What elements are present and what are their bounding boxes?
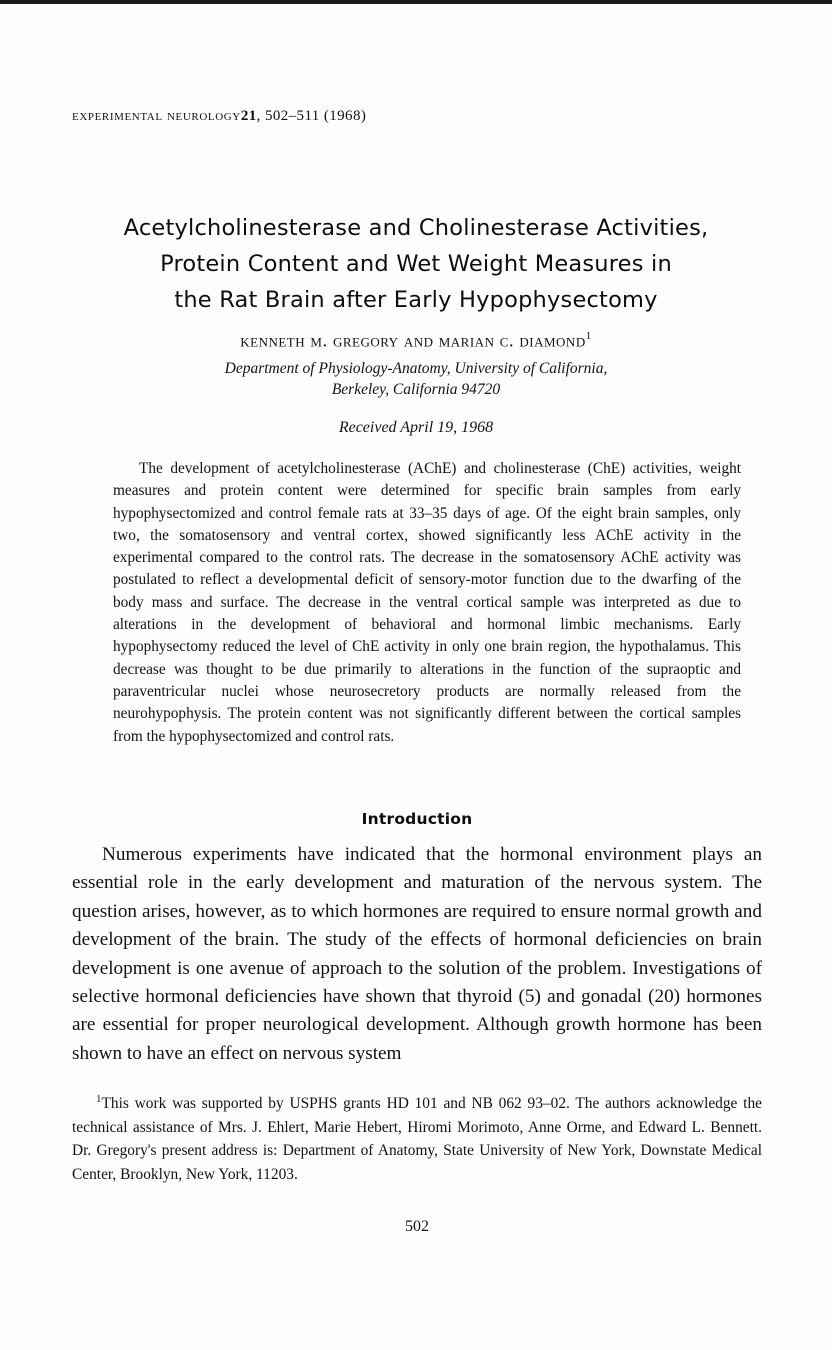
affiliation-line-1: Department of Physiology-Anatomy, University of California, bbox=[224, 360, 608, 377]
affiliation-line-2: Berkeley, California 94720 bbox=[331, 381, 501, 398]
author-footnote-marker: 1 bbox=[585, 330, 592, 342]
page-number: 502 bbox=[405, 1218, 429, 1235]
abstract-text: The development of acetylcholinesterase (AChE) and cholinesterase (ChE) activities, weight measures and protein content were determined for specific brain samples from early hypophysectomized and control female rats at 33–35 days of age. Of the eight brain samples, only two, the somatosensory and ventral cortex, showed significantly less AChE activity in the experimental compared to the control rats. The decrease in the somatosensory AChE activity was postulated to reflect a developmental deficit of sensory-motor function due to the dwarfing of the body mass and surface. The decrease in the ventral cortical sample was interpreted as due to alterations in the development of behavioral and hormonal limbic mechanisms. Early hypophysectomy reduced the level of ChE activity in only one brain region, the hypothalamus. This decrease was thought to be due primarily to alterations in the function of the supraoptic and paraventricular nuclei whose neurosecretory products are normally released from the neurohypophysis. The protein content was not significantly different between the cortical samples from the hypophysectomized and control rats. bbox=[113, 460, 741, 745]
title-line-3: the Rat Brain after Early Hypophysectomy bbox=[174, 287, 658, 313]
journal-volume: 21 bbox=[240, 108, 257, 124]
footnote-marker: 1 bbox=[96, 1093, 102, 1105]
section-heading-introduction: Introduction bbox=[361, 810, 473, 828]
page-title bbox=[96, 210, 736, 318]
scan-edge-artifact bbox=[0, 0, 832, 4]
title-line-2: Protein Content and Wet Weight Measures in bbox=[160, 251, 672, 277]
journal-running-head bbox=[72, 108, 366, 125]
author-names: kenneth m. gregory and marian c. diamond bbox=[240, 330, 586, 352]
author-affiliation bbox=[96, 358, 736, 400]
footnote-block bbox=[72, 1088, 762, 1187]
author-list bbox=[96, 330, 736, 352]
footnote-text: This work was supported by USPHS grants HD 101 and NB 062 93–02. The authors acknowledge the technical assistance of Mrs. J. Ehlert, Marie Hebert, Hiromi Morimoto, Anne Orme, and Edward L. Bennett. Dr. Gregory's present address is: Department of Anatomy, State University of New York, Downstate Medical Center, Brooklyn, New York, 11203. bbox=[72, 1095, 762, 1183]
journal-name: experimental neurology bbox=[72, 108, 241, 124]
journal-pages: , 502–511 (1968) bbox=[256, 108, 367, 124]
received-date: Received April 19, 1968 bbox=[338, 419, 494, 436]
introduction-paragraph: Numerous experiments have indicated that the hormonal environment plays an essential role in the early development and maturation of the nervous system. The question arises, however, as to which hormones are required to ensure normal growth and development of the brain. The study of the effects of hormonal deficiencies on brain development is one avenue of approach to the solution of the problem. Investigations of selective hormonal deficiencies have shown that thyroid (5) and gonadal (20) hormones are essential for proper neurological development. Although growth hormone has been shown to have an effect on nervous system bbox=[72, 844, 762, 1064]
title-line-1: Acetylcholinesterase and Cholinesterase Activities, bbox=[123, 215, 709, 241]
